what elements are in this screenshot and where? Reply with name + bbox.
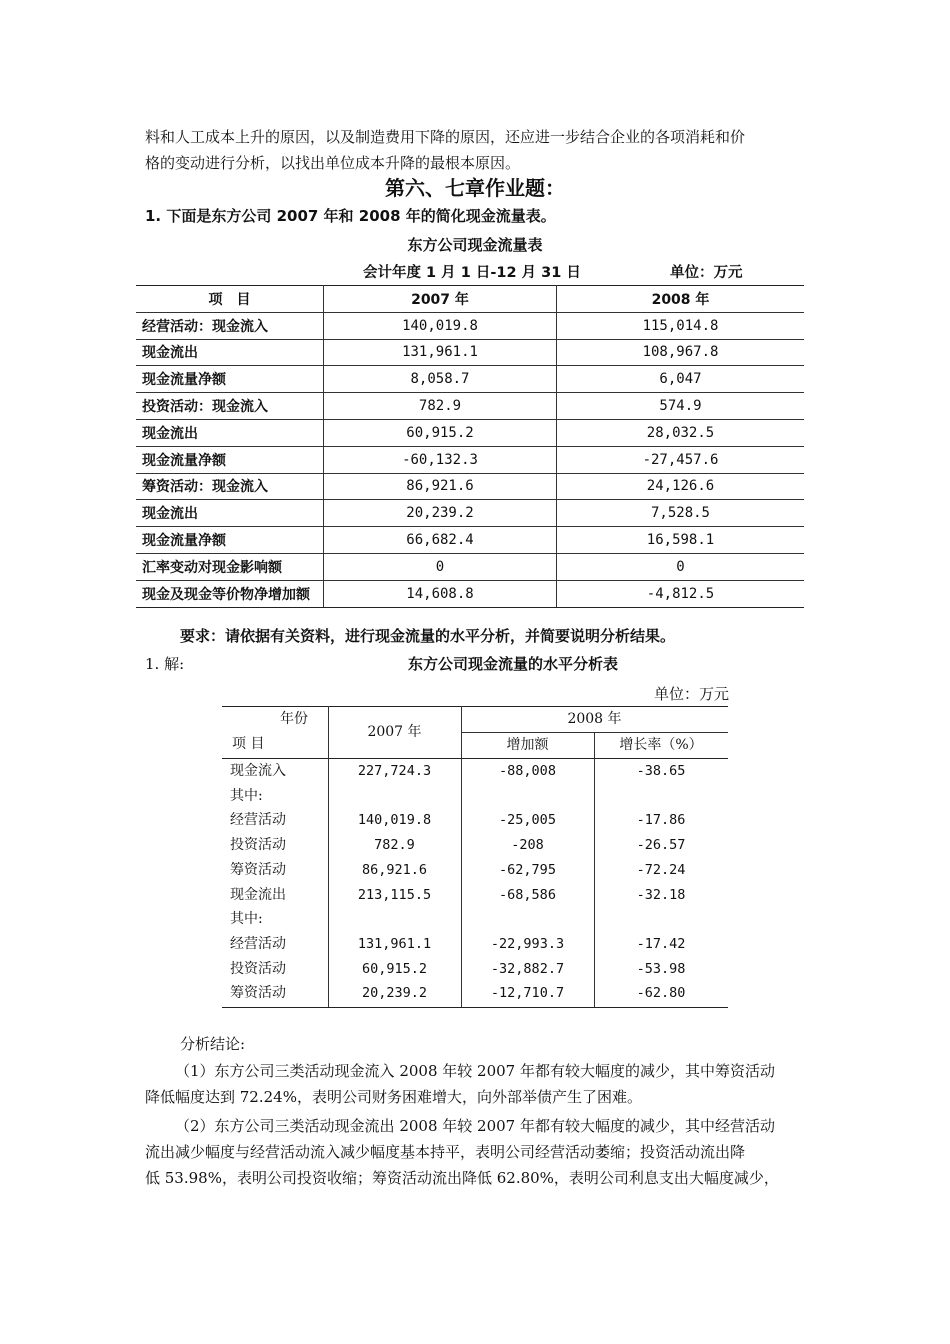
value-rate: -38.65 xyxy=(636,763,686,779)
row-label: 汇率变动对现金影响额 xyxy=(136,553,324,580)
conclusion-p2-line3: 低 53.98%，表明公司投资收缩；筹资活动流出降低 62.80%，表明公司利息支出大幅度减少， xyxy=(145,1169,779,1187)
value-increase: -208 xyxy=(511,837,544,854)
conclusion-p1-line2: 降低幅度达到 72.24%，表明公司财务困难增大，向外部举债产生了困难。 xyxy=(145,1088,642,1106)
value-rate: -17.42 xyxy=(636,935,686,952)
value-2007: 131,961.1 xyxy=(357,935,432,952)
answer-label: 1. 解: xyxy=(145,655,185,673)
value-2008: 0 xyxy=(557,553,805,580)
table2-header-increase: 增加额 xyxy=(506,737,549,753)
row-label: 筹资活动 xyxy=(230,861,286,878)
value-2008: 24,126.6 xyxy=(557,473,805,500)
table1-header-2008: 2008 年 xyxy=(557,286,805,313)
row-label: 现金及现金等价物净增加额 xyxy=(136,580,324,607)
table-row xyxy=(136,366,804,393)
table-row xyxy=(136,473,804,500)
value-increase: -25,005 xyxy=(499,812,556,829)
value-2008: 108,967.8 xyxy=(557,339,805,366)
cash-flow-table xyxy=(136,285,804,608)
value-2007: 213,115.5 xyxy=(357,886,432,903)
value-rate: -62.80 xyxy=(636,985,686,1002)
row-label: 现金流量净额 xyxy=(136,446,324,473)
value-increase: -12,710.7 xyxy=(490,985,565,1002)
table1-header-row xyxy=(136,286,804,313)
value-2008: 115,014.8 xyxy=(557,312,805,339)
table-row xyxy=(136,580,804,607)
value-2007: 8,058.7 xyxy=(324,366,557,393)
value-2007: 20,239.2 xyxy=(361,985,428,1002)
value-increase: -62,795 xyxy=(499,861,556,878)
value-rate: -53.98 xyxy=(636,960,686,977)
row-label: 现金流出 xyxy=(136,339,324,366)
intro-line-1: 料和人工成本上升的原因，以及制造费用下降的原因，还应进一步结合企业的各项消耗和价 xyxy=(145,128,746,146)
value-rate: -32.18 xyxy=(636,886,686,903)
table2-corner-bottom: 项 目 xyxy=(232,736,265,752)
table-row xyxy=(136,393,804,420)
conclusion-label: 分析结论: xyxy=(180,1035,246,1053)
value-2008: 16,598.1 xyxy=(557,527,805,554)
conclusion-p2-line2: 流出减少幅度与经营活动流入减少幅度基本持平，表明公司经营活动萎缩；投资活动流出降 xyxy=(145,1143,746,1161)
table-row xyxy=(136,500,804,527)
table2-header-2008: 2008 年 xyxy=(567,711,622,727)
table2-header-2007: 2007 年 xyxy=(367,724,422,740)
value-2007: 0 xyxy=(324,553,557,580)
table-row xyxy=(136,527,804,554)
table1-period: 会计年度 1 月 1 日-12 月 31 日 xyxy=(363,265,581,281)
value-2007: 131,961.1 xyxy=(324,339,557,366)
value-2007: 227,724.3 xyxy=(357,763,432,779)
table1-header-item: 项 目 xyxy=(136,286,324,313)
value-2008: -4,812.5 xyxy=(557,580,805,607)
row-label: 筹资活动：现金流入 xyxy=(136,473,324,500)
value-2007: 86,921.6 xyxy=(324,473,557,500)
conclusion-p2-line1: （2）东方公司三类活动现金流出 2008 年较 2007 年都有较大幅度的减少，其中经营活动 xyxy=(175,1117,775,1135)
value-2008: 7,528.5 xyxy=(557,500,805,527)
table-row xyxy=(136,553,804,580)
value-2007: 14,608.8 xyxy=(324,580,557,607)
value-rate: -72.24 xyxy=(636,861,686,878)
table2-header-rate: 增长率（%） xyxy=(619,737,703,753)
value-rate: -17.86 xyxy=(636,812,686,829)
value-2007: 20,239.2 xyxy=(324,500,557,527)
chapter-title: 第六、七章作业题： xyxy=(385,176,565,200)
row-label: 现金流量净额 xyxy=(136,527,324,554)
row-label: 经营活动 xyxy=(230,812,286,829)
value-2008: -27,457.6 xyxy=(557,446,805,473)
value-2007: -60,132.3 xyxy=(324,446,557,473)
value-2007: 60,915.2 xyxy=(324,419,557,446)
value-2008: 574.9 xyxy=(557,393,805,420)
row-label: 现金流入 xyxy=(230,763,286,779)
value-2008: 6,047 xyxy=(557,366,805,393)
table2-bottom-rule xyxy=(222,1007,728,1008)
value-2007: 60,915.2 xyxy=(361,960,428,977)
row-label: 投资活动：现金流入 xyxy=(136,393,324,420)
requirement-text: 要求：请依据有关资料，进行现金流量的水平分析，并简要说明分析结果。 xyxy=(180,627,676,645)
table-row xyxy=(136,446,804,473)
value-2007: 86,921.6 xyxy=(361,861,428,878)
value-increase: -68,586 xyxy=(499,886,556,903)
value-2007: 66,682.4 xyxy=(324,527,557,554)
table2-title: 东方公司现金流量的水平分析表 xyxy=(408,655,619,673)
table2-unit: 单位：万元 xyxy=(654,685,730,703)
value-increase: -32,882.7 xyxy=(490,960,565,977)
row-label: 其中: xyxy=(230,787,263,804)
value-rate: -26.57 xyxy=(636,837,686,854)
row-label: 现金流量净额 xyxy=(136,366,324,393)
row-label: 现金流出 xyxy=(230,886,286,903)
value-2008: 28,032.5 xyxy=(557,419,805,446)
intro-line-2: 格的变动进行分析，以找出单位成本升降的最根本原因。 xyxy=(145,154,521,172)
table1-unit: 单位：万元 xyxy=(670,265,743,281)
row-label: 现金流出 xyxy=(136,419,324,446)
table1-header-2007: 2007 年 xyxy=(324,286,557,313)
value-2007: 140,019.8 xyxy=(357,812,432,829)
row-label: 投资活动 xyxy=(230,837,286,854)
row-label: 现金流出 xyxy=(136,500,324,527)
row-label: 经营活动 xyxy=(230,935,286,952)
row-label: 经营活动：现金流入 xyxy=(136,312,324,339)
row-label: 筹资活动 xyxy=(230,985,286,1002)
row-label: 投资活动 xyxy=(230,960,286,977)
question-1: 1. 下面是东方公司 2007 年和 2008 年的简化现金流量表。 xyxy=(145,207,556,225)
table-row xyxy=(136,312,804,339)
value-2007: 782.9 xyxy=(324,393,557,420)
row-label: 其中: xyxy=(230,911,263,928)
value-2007: 782.9 xyxy=(374,837,415,854)
table1-title: 东方公司现金流量表 xyxy=(407,236,543,254)
table2-corner-top: 年份 xyxy=(280,711,308,727)
value-increase: -22,993.3 xyxy=(490,935,565,952)
conclusion-p1-line1: （1）东方公司三类活动现金流入 2008 年较 2007 年都有较大幅度的减少，其中筹资活动 xyxy=(175,1062,775,1080)
value-increase: -88,008 xyxy=(499,763,556,779)
table-row xyxy=(136,339,804,366)
table-row xyxy=(136,419,804,446)
value-2007: 140,019.8 xyxy=(324,312,557,339)
